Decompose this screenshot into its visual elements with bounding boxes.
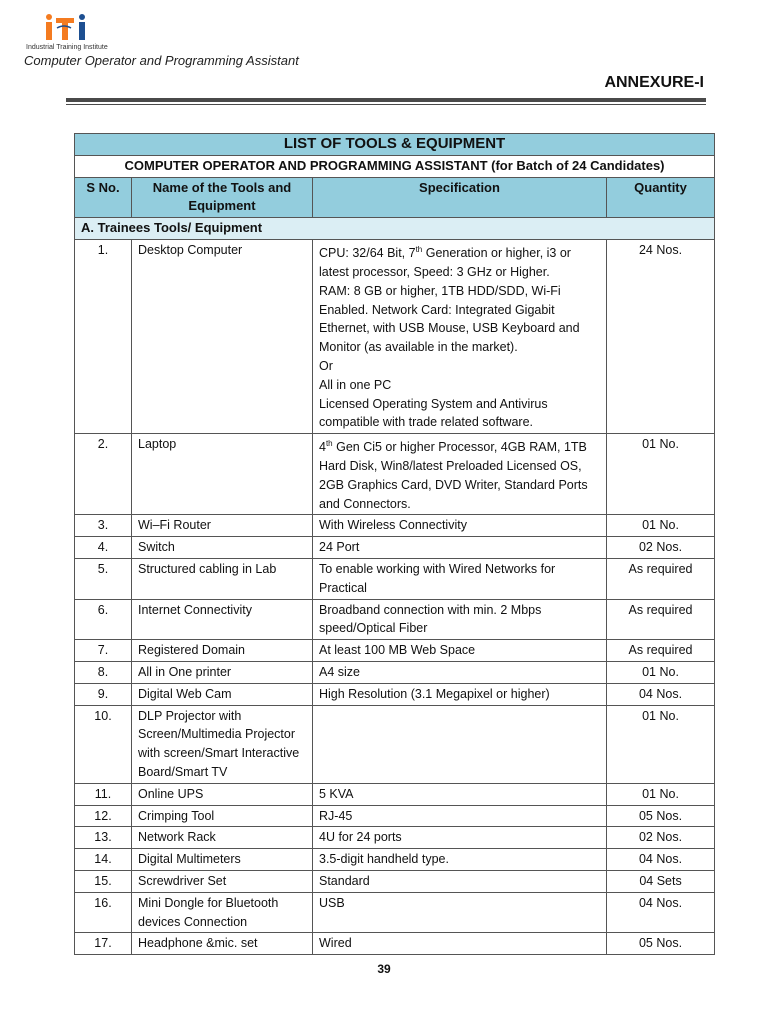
spec-line: Broadband connection with min. 2 Mbps speed/Optical Fiber [319, 602, 542, 636]
table-row [75, 783, 715, 805]
spec-line: 4th Gen Ci5 or higher Processor, 4GB RAM, 1TB Hard Disk, Win8/latest Preloaded Licensed OS, 2GB Graphics Card, DVD Writer, Standard Ports and Connectors. [319, 439, 588, 511]
course-title: Computer Operator and Programming Assistant [24, 53, 299, 68]
table-row [75, 239, 715, 433]
table-row [75, 705, 715, 783]
row-sno: 16. [75, 892, 132, 933]
row-sno: 3. [75, 515, 132, 537]
row-qty: 24 Nos. [607, 239, 715, 433]
table-row [75, 559, 715, 600]
spec-line: At least 100 MB Web Space [319, 643, 476, 658]
tools-table [74, 133, 715, 955]
spec-line: All in one PC [319, 377, 392, 392]
row-sno: 7. [75, 640, 132, 662]
row-name: Internet Connectivity [132, 599, 313, 640]
table-row [75, 849, 715, 871]
row-spec [313, 827, 607, 849]
col-spec: Specification [313, 177, 607, 218]
logo-caption: Industrial Training Institute [26, 44, 108, 51]
row-spec [313, 640, 607, 662]
row-spec [313, 239, 607, 433]
row-spec [313, 434, 607, 515]
row-qty: 01 No. [607, 515, 715, 537]
row-qty: 04 Sets [607, 871, 715, 893]
spec-line: 3.5-digit handheld type. [319, 852, 449, 867]
table-subtitle: COMPUTER OPERATOR AND PROGRAMMING ASSISTANT (for Batch of 24 Candidates) [75, 155, 715, 177]
row-qty: 02 Nos. [607, 827, 715, 849]
row-spec [313, 849, 607, 871]
table-row [75, 434, 715, 515]
row-qty: 05 Nos. [607, 933, 715, 955]
iti-logo-mark [44, 14, 124, 42]
row-name: Digital Web Cam [132, 683, 313, 705]
row-sno: 10. [75, 705, 132, 783]
row-qty: 01 No. [607, 662, 715, 684]
row-qty: 04 Nos. [607, 849, 715, 871]
table-row [75, 599, 715, 640]
row-sno: 11. [75, 783, 132, 805]
row-spec [313, 559, 607, 600]
row-name: All in One printer [132, 662, 313, 684]
col-qty: Quantity [607, 177, 715, 218]
table-row [75, 515, 715, 537]
iti-logo [26, 14, 126, 56]
row-qty: 05 Nos. [607, 805, 715, 827]
row-name: Crimping Tool [132, 805, 313, 827]
row-name: Wi–Fi Router [132, 515, 313, 537]
table-row [75, 640, 715, 662]
row-qty: 04 Nos. [607, 683, 715, 705]
row-sno: 6. [75, 599, 132, 640]
row-qty: As required [607, 599, 715, 640]
table-row [75, 892, 715, 933]
spec-line: To enable working with Wired Networks for Practical [319, 562, 556, 595]
row-qty: 01 No. [607, 783, 715, 805]
table-title-row [75, 134, 715, 156]
table-row [75, 827, 715, 849]
spec-line: A4 size [319, 665, 360, 680]
spec-line: With Wireless Connectivity [319, 518, 467, 533]
spec-line: High Resolution (3.1 Megapixel or higher) [319, 686, 550, 701]
spec-line: RJ-45 [319, 808, 353, 823]
column-header-row [75, 177, 715, 218]
section-label: A. Trainees Tools/ Equipment [75, 218, 715, 240]
row-spec [313, 871, 607, 893]
row-sno: 2. [75, 434, 132, 515]
row-qty: 04 Nos. [607, 892, 715, 933]
spec-line: 24 Port [319, 540, 360, 555]
table-title: LIST OF TOOLS & EQUIPMENT [75, 134, 715, 156]
row-name: Structured cabling in Lab [132, 559, 313, 600]
row-name: Digital Multimeters [132, 849, 313, 871]
row-spec [313, 599, 607, 640]
row-spec [313, 892, 607, 933]
row-name: Network Rack [132, 827, 313, 849]
spec-line: Or [319, 358, 333, 373]
spec-line: 4U for 24 ports [319, 830, 402, 845]
page-number: 39 [377, 962, 391, 976]
annexure-label: ANNEXURE-I [604, 74, 704, 91]
row-qty: 01 No. [607, 434, 715, 515]
header-rule-thin [66, 104, 706, 105]
row-sno: 4. [75, 537, 132, 559]
row-sno: 1. [75, 239, 132, 433]
table-subtitle-row [75, 155, 715, 177]
row-spec [313, 515, 607, 537]
row-name: Online UPS [132, 783, 313, 805]
spec-line: CPU: 32/64 Bit, 7th Generation or higher, i3 or latest processor, Speed: 3 GHz or Higher. [319, 244, 571, 279]
row-sno: 8. [75, 662, 132, 684]
row-name: DLP Projector with Screen/Multimedia Projector with screen/Smart Interactive Board/Smart TV [132, 705, 313, 783]
row-name: Registered Domain [132, 640, 313, 662]
row-sno: 15. [75, 871, 132, 893]
row-sno: 14. [75, 849, 132, 871]
spec-line: Standard [319, 874, 370, 888]
table-row [75, 805, 715, 827]
section-row [75, 218, 715, 240]
spec-line: Wired [319, 936, 352, 951]
table-row [75, 662, 715, 684]
row-spec [313, 683, 607, 705]
row-qty: 02 Nos. [607, 537, 715, 559]
row-spec [313, 705, 607, 783]
row-name: Switch [132, 537, 313, 559]
row-qty: As required [607, 559, 715, 600]
row-sno: 12. [75, 805, 132, 827]
row-sno: 9. [75, 683, 132, 705]
row-qty: As required [607, 640, 715, 662]
col-sno: S No. [75, 177, 132, 218]
spec-line: RAM: 8 GB or higher, 1TB HDD/SDD, Wi-Fi Enabled. Network Card: Integrated Gigabit Ethernet, with USB Mouse, USB Keyboard and Monitor (as available in the market). [319, 283, 580, 355]
row-spec [313, 933, 607, 955]
table-row [75, 933, 715, 955]
row-spec [313, 662, 607, 684]
row-spec [313, 537, 607, 559]
spec-line: USB [319, 895, 345, 910]
row-name: Headphone &mic. set [132, 933, 313, 955]
row-name: Laptop [132, 434, 313, 515]
col-name: Name of the Tools and Equipment [132, 177, 313, 218]
row-spec [313, 783, 607, 805]
table-row [75, 871, 715, 893]
row-sno: 13. [75, 827, 132, 849]
row-sno: 17. [75, 933, 132, 955]
header-rule [66, 98, 706, 102]
table-row [75, 537, 715, 559]
row-name: Mini Dongle for Bluetooth devices Connection [132, 892, 313, 933]
row-name: Screwdriver Set [132, 871, 313, 893]
spec-line: 5 KVA [319, 786, 354, 801]
table-row [75, 683, 715, 705]
row-sno: 5. [75, 559, 132, 600]
row-qty: 01 No. [607, 705, 715, 783]
row-spec [313, 805, 607, 827]
spec-line: Licensed Operating System and Antivirus compatible with trade related software. [319, 396, 548, 430]
row-name: Desktop Computer [132, 239, 313, 433]
